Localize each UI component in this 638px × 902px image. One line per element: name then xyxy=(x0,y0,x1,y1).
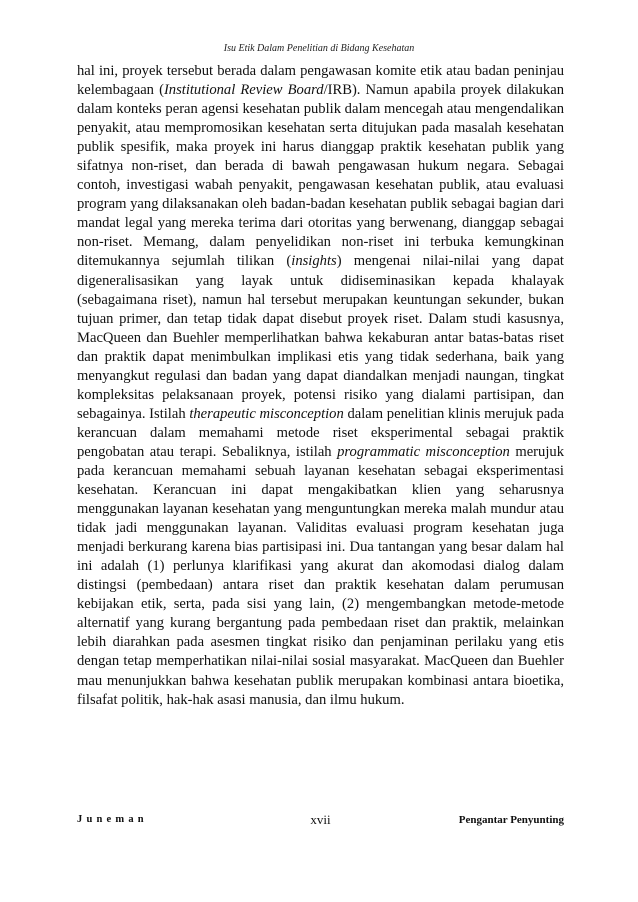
body-paragraph xyxy=(77,62,564,710)
italic-term: Institutional Review Board xyxy=(163,82,324,99)
body-text xyxy=(77,62,564,710)
page-number: xvii xyxy=(310,812,331,827)
footer-section: Pengantar Penyunting xyxy=(458,814,564,826)
text-segment: /IRB). Namun apabila proyek dilakukan dalam konteks peran agensi kesehatan publik dalam mencegah atau mengendalikan penyakit, atau mempromosikan kesehatan serta ditujukan pada masalah kesehatan publik spesifik, maka proyek ini harus dianggap praktik kesehatan publik yang sifatnya non-riset, dan berada di bawah pengawasan hukum negara. Sebagai contoh, investigasi wabah penyakit, pengawasan kesehatan publik, atau evaluasi program yang dilaksanakan oleh badan-badan kesehatan publik sebagai bagian dari mandat legal yang mereka terima dari otoritas yang berwenang, dianggap sebagai non-riset. Memang, dalam penyelidikan non-riset ini terbuka kemungkinan ditemukannya sejumlah tilikan ( xyxy=(77,82,564,270)
text-segment: dalam penelitian klinis merujuk pada kerancuan dalam memahami metode riset eksperimental sebagai praktik pengobatan atau terapi. Sebaliknya, istilah xyxy=(77,405,564,460)
text-segment: merujuk pada kerancuan memahami sebuah layanan kesehatan sebagai eksperimentasi kesehatan. Kerancuan ini dapat mengakibatkan klien yang seharusnya menggunakan layanan kesehatan yang menguntungkan mereka malah mundur atau tidak jadi menggunakan layanan. Validitas evaluasi program kesehatan juga menjadi berkurang karena bias partisipasi ini. Dua tantangan yang besar dalam hal ini adalah (1) perlunya klarifikasi yang akurat dan akomodasi dialog dalam distingsi (pembedaan) antara riset dan praktik kesehatan dalam perumusan kebijakan etik, serta, pada sisi yang lain, (2) mengembangkan metode-metode alternatif yang kurang bergantung pada pembedaan riset dan praktik, melainkan lebih diarahkan pada asesmen tingkat risiko dan penjaminan perilaku yang etis dengan tetap memperhatikan nilai-nilai sosial masyarakat. MacQueen dan Buehler mau menunjukkan bahwa kesehatan publik merupakan kombinasi antara bioetika, filsafat politik, hak-hak asasi manusia, dan ilmu hukum. xyxy=(77,443,564,708)
italic-term: therapeutic misconception xyxy=(189,405,344,422)
page-footer xyxy=(77,811,564,829)
italic-term: insights xyxy=(291,253,337,270)
italic-term: programmatic misconception xyxy=(337,443,510,460)
running-header: Isu Etik Dalam Penelitian di Bidang Kesehatan xyxy=(223,43,415,54)
text-segment: ) mengenai nilai-nilai yang dapat digeneralisasikan yang layak untuk didiseminasikan kepada khalayak (sebagaimana riset), namun hal tersebut merupakan keuntungan sekunder, bukan tujuan primer, dan tetap tidak dapat disebut proyek riset. Dalam studi kasusnya, MacQueen dan Buehler memperlihatkan bahwa kekaburan antar batas-batas riset dan praktik dapat menimbulkan implikasi etis yang tidak sederhana, baik yang menyangkut regulasi dan badan yang dapat diandalkan menjadi naungan, tingkat kompleksitas pelaksanaan proyek, potensi risiko yang dialami partisipan, dan sebagainya. Istilah xyxy=(77,253,564,422)
text-segment: hal ini, proyek tersebut berada dalam pengawasan komite etik atau badan peninjau kelembagaan ( xyxy=(77,63,564,99)
footer-journal: Juneman xyxy=(77,814,148,825)
